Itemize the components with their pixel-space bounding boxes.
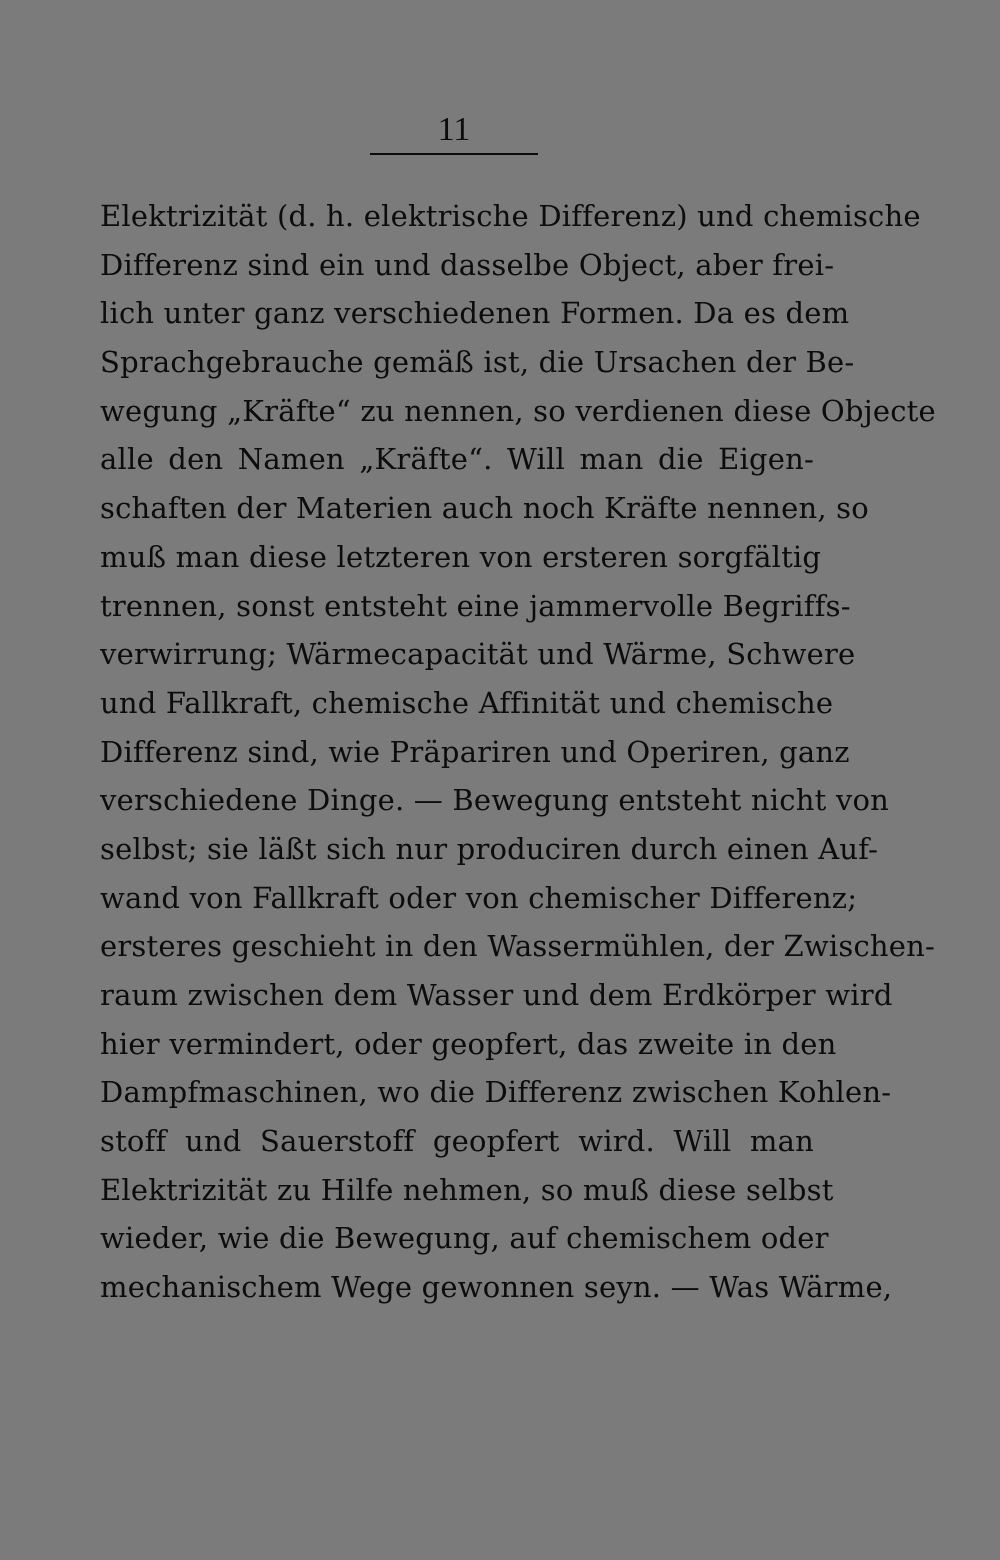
text-line: selbst; sie läßt sich nur produciren durch einen Auf- bbox=[100, 831, 879, 866]
text-line: Differenz sind ein und dasselbe Object, aber frei- bbox=[100, 247, 835, 282]
text-line: Sprachgebrauche gemäß ist, die Ursachen der Be- bbox=[100, 345, 855, 380]
text-line: ersteres geschieht in den Wassermühlen, der Zwischen- bbox=[100, 929, 936, 964]
text-line: wand von Fallkraft oder von chemischer Differenz; bbox=[100, 880, 858, 915]
text-line: muß man diese letzteren von ersteren sorgfältig bbox=[100, 539, 822, 574]
page-number-rule bbox=[370, 153, 538, 155]
text-line: raum zwischen dem Wasser und dem Erdkörper wird bbox=[100, 978, 893, 1012]
text-line: schaften der Materien auch noch Kräfte nennen, so bbox=[100, 491, 869, 526]
text-line: mechanischem Wege gewonnen seyn. — Was Wärme, bbox=[100, 1270, 893, 1305]
text-line: wieder, wie die Bewegung, auf chemischem oder bbox=[100, 1221, 829, 1256]
text-line: stoff und Sauerstoff geopfert wird. Will man bbox=[100, 1124, 814, 1159]
text-line: und Fallkraft, chemische Affinität und chemische bbox=[100, 685, 834, 720]
body-text bbox=[100, 192, 936, 1312]
page-number: 11 bbox=[437, 111, 471, 148]
text-line: Elektrizität (d. h. elektrische Differenz) und chemische bbox=[100, 199, 921, 233]
text-line: Elektrizität zu Hilfe nehmen, so muß diese selbst bbox=[100, 1172, 834, 1207]
text-line: alle den Namen „Kräfte“. Will man die Eigen- bbox=[100, 442, 814, 477]
text-line: lich unter ganz verschiedenen Formen. Da es dem bbox=[100, 296, 850, 331]
text-line: verwirrung; Wärmecapacität und Wärme, Schwere bbox=[100, 637, 856, 672]
text-line: hier vermindert, oder geopfert, das zweite in den bbox=[100, 1026, 837, 1061]
text-line: verschiedene Dinge. — Bewegung entsteht nicht von bbox=[100, 783, 889, 818]
text-line: Dampfmaschinen, wo die Differenz zwischen Kohlen- bbox=[100, 1075, 892, 1110]
text-line: trennen, sonst entsteht eine jammervolle Begriffs- bbox=[100, 588, 851, 623]
text-line: Differenz sind, wie Präpariren und Operiren, ganz bbox=[100, 734, 850, 769]
text-line: wegung „Kräfte“ zu nennen, so verdienen diese Objecte bbox=[100, 393, 936, 428]
